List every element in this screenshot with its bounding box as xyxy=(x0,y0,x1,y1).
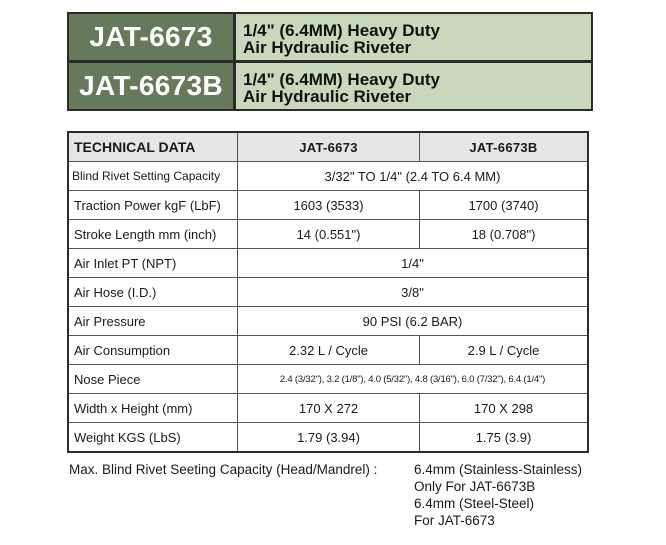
table-row xyxy=(68,249,588,278)
row-value-jat-6673: 14 (0.551") xyxy=(238,220,420,249)
row-value-jat-6673b: 18 (0.708") xyxy=(420,220,588,249)
row-label: Stroke Length mm (inch) xyxy=(68,220,238,249)
row-value: 1/4" xyxy=(238,249,589,278)
model-desc-line2: Air Hydraulic Riveter xyxy=(243,86,412,106)
table-row xyxy=(68,220,588,249)
table-row xyxy=(68,162,588,191)
row-label: Nose Piece xyxy=(68,365,238,394)
row-label: Air Inlet PT (NPT) xyxy=(68,249,238,278)
row-value: 3/32" TO 1/4" (2.4 TO 6.4 MM) xyxy=(238,162,589,191)
model-code: JAT-6673 xyxy=(69,14,236,60)
row-label: Width x Height (mm) xyxy=(68,394,238,423)
header-jat-6673b: JAT-6673B xyxy=(420,132,588,162)
footnote-line: For JAT-6673 xyxy=(414,513,495,528)
row-value: 90 PSI (6.2 BAR) xyxy=(238,307,589,336)
table-row xyxy=(68,191,588,220)
model-code: JAT-6673B xyxy=(69,63,236,109)
footnote-values xyxy=(414,461,582,529)
row-value-jat-6673: 2.32 L / Cycle xyxy=(238,336,420,365)
table-row xyxy=(68,307,588,336)
table-row xyxy=(68,394,588,423)
model-desc-line1: 1/4" (6.4MM) Heavy Duty xyxy=(243,69,441,89)
model-header-table xyxy=(67,12,593,111)
model-row-jat-6673b xyxy=(69,60,591,109)
table-row xyxy=(68,365,588,394)
header-technical-data: TECHNICAL DATA xyxy=(68,132,238,162)
table-row xyxy=(68,336,588,365)
row-label: Blind Rivet Setting Capacity xyxy=(68,162,238,191)
row-label: Air Hose (I.D.) xyxy=(68,278,238,307)
model-description xyxy=(236,14,591,60)
row-label: Air Consumption xyxy=(68,336,238,365)
row-value-jat-6673b: 1700 (3740) xyxy=(420,191,588,220)
footnote-line: 6.4mm (Stainless-Stainless) xyxy=(414,462,583,477)
table-row xyxy=(68,423,588,453)
model-desc-line2: Air Hydraulic Riveter xyxy=(243,37,412,57)
model-description xyxy=(236,63,591,109)
row-value-jat-6673b: 2.9 L / Cycle xyxy=(420,336,588,365)
footnote-line: 6.4mm (Steel-Steel) xyxy=(414,496,535,511)
row-value: 3/8" xyxy=(238,278,589,307)
row-label: Air Pressure xyxy=(68,307,238,336)
row-value-jat-6673: 1.79 (3.94) xyxy=(238,423,420,453)
row-value: 2.4 (3/32"), 3.2 (1/8"), 4.0 (5/32"), 4.8 (3/16"), 6.0 (7/32"), 6.4 (1/4") xyxy=(238,365,589,394)
row-label: Weight KGS (LbS) xyxy=(68,423,238,453)
row-value-jat-6673: 170 X 272 xyxy=(238,394,420,423)
row-value-jat-6673: 1603 (3533) xyxy=(238,191,420,220)
table-row xyxy=(68,278,588,307)
header-jat-6673: JAT-6673 xyxy=(238,132,420,162)
model-row-jat-6673 xyxy=(69,14,591,60)
table-header-row xyxy=(68,132,588,162)
row-value-jat-6673b: 1.75 (3.9) xyxy=(420,423,588,453)
model-desc-line1: 1/4" (6.4MM) Heavy Duty xyxy=(243,20,441,40)
technical-data-table xyxy=(67,131,589,453)
footnote-line: Only For JAT-6673B xyxy=(414,479,536,494)
row-value-jat-6673b: 170 X 298 xyxy=(420,394,588,423)
row-label: Traction Power kgF (LbF) xyxy=(68,191,238,220)
footnote-lead: Max. Blind Rivet Seeting Capacity (Head/Mandrel) : xyxy=(69,462,378,477)
